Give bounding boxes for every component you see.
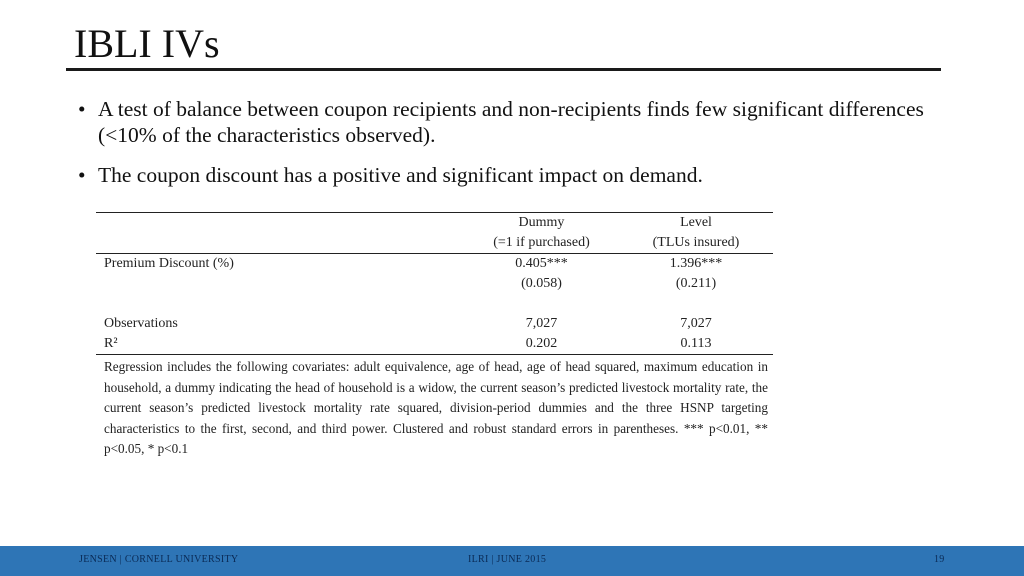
cell-value: (0.058) xyxy=(521,276,562,291)
header-cell-level: Level xyxy=(619,213,773,234)
bullet-item xyxy=(78,162,938,188)
footer-author: JENSEN | CORNELL UNIVERSITY xyxy=(79,554,239,565)
row-label xyxy=(96,274,464,294)
bullet-dot-icon: • xyxy=(78,97,86,121)
header-cell-dummy: Dummy xyxy=(464,213,619,234)
bullet-text: A test of balance between coupon recipients and non-recipients finds few significant differences (<10% of the characteristics observed). xyxy=(98,97,924,147)
table-row xyxy=(96,334,773,355)
bullet-list xyxy=(78,96,938,202)
table-note: Regression includes the following covariates: adult equivalence, age of head, age of head squared, maximum education in household, a dummy indicating the head of household is a widow, the current season’s predicted livestock mortality rate, the current season’s predicted livestock mortality rate squared, division-period dummies and the three HSNP targeting characteristics to the first, second, and third power. Clustered and robust standard errors in parentheses. *** p<0.01, ** p<0.05, * p<0.1 xyxy=(104,359,768,456)
row-label: Observations xyxy=(104,316,178,331)
cell-value: 0.113 xyxy=(619,334,773,355)
title-underline xyxy=(66,68,941,71)
slide-title: IBLI IVs xyxy=(74,21,220,66)
row-label xyxy=(96,294,464,314)
row-label: Premium Discount (%) xyxy=(104,256,234,271)
cell-value xyxy=(619,294,773,314)
table-row xyxy=(96,274,773,294)
cell-value: 0.202 xyxy=(464,334,619,355)
table-row xyxy=(96,254,773,275)
cell-value: 7,027 xyxy=(525,316,558,331)
page-number: 19 xyxy=(934,554,945,565)
bullet-item xyxy=(78,96,938,148)
cell-value: 0.405*** xyxy=(515,256,568,271)
header-cell-dummy-desc: (=1 if purchased) xyxy=(464,233,619,254)
table-row xyxy=(96,294,773,314)
bullet-text: The coupon discount has a positive and significant impact on demand. xyxy=(98,163,703,187)
table-row xyxy=(96,314,773,334)
row-label: R² xyxy=(96,334,464,355)
footer-event: ILRI | JUNE 2015 xyxy=(468,554,547,565)
table-subheader-row xyxy=(96,233,773,254)
header-cell xyxy=(96,233,464,254)
cell-value: 7,027 xyxy=(680,316,712,331)
bullet-dot-icon: • xyxy=(78,163,86,187)
footer-bar xyxy=(0,546,1024,576)
cell-value xyxy=(464,294,619,314)
header-cell-level-desc: (TLUs insured) xyxy=(619,233,773,254)
cell-value: (0.211) xyxy=(675,276,717,291)
regression-table xyxy=(96,212,773,355)
table-header-row xyxy=(96,213,773,234)
header-cell xyxy=(96,213,464,234)
cell-value: 1.396*** xyxy=(669,256,723,271)
